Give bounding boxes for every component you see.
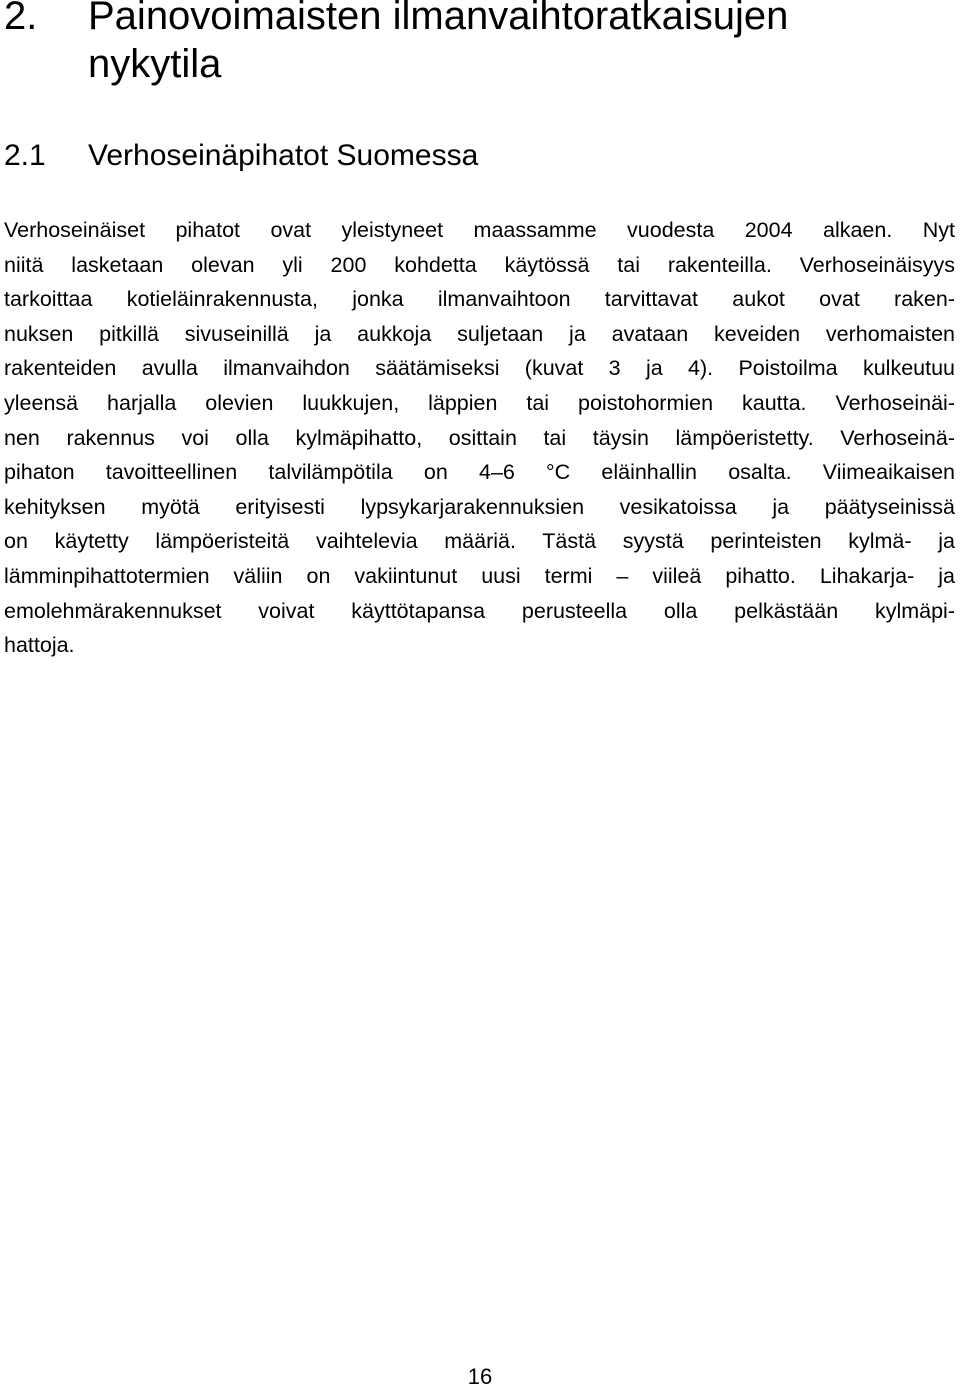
page-number: 16 <box>467 1364 493 1389</box>
paragraph-line: nuksen pitkillä sivuseinillä ja aukkoja suljetaan ja avataan keveiden verhomaisten <box>4 321 955 346</box>
paragraph-line: tarkoittaa kotieläinrakennusta, jonka ilmanvaihtoon tarvittavat aukot ovat raken- <box>4 287 955 312</box>
chapter-title-line-1: Painovoimaisten ilmanvaihtoratkaisujen <box>88 0 789 38</box>
paragraph-line: nen rakennus voi olla kylmäpihatto, osittain tai täysin lämpöeristetty. Verhoseinä- <box>4 425 955 450</box>
paragraph-line: niitä lasketaan olevan yli 200 kohdetta käytössä tai rakenteilla. Verhoseinäisyys <box>4 252 955 277</box>
paragraph-line: Verhoseinäiset pihatot ovat yleistyneet maassamme vuodesta 2004 alkaen. Nyt <box>4 218 955 242</box>
section-title: Verhoseinäpihatot Suomessa <box>88 139 479 172</box>
paragraph-line: hattoja. <box>4 633 75 658</box>
paragraph-line: on käytetty lämpöeristeitä vaihtelevia määriä. Tästä syystä perinteisten kylmä- ja <box>4 529 955 554</box>
paragraph-line: kehityksen myötä erityisesti lypsykarjarakennuksien vesikatoissa ja päätyseinissä <box>4 494 955 519</box>
paragraph-line: emolehmärakennukset voivat käyttötapansa perusteella olla pelkästään kylmäpi- <box>4 598 955 623</box>
chapter-title-line-2: nykytila <box>88 42 222 86</box>
paragraph-line: yleensä harjalla olevien luukkujen, läppien tai poistohormien kautta. Verhoseinäi- <box>4 390 955 415</box>
paragraph-line: lämminpihattotermien väliin on vakiintunut uusi termi – viileä pihatto. Lihakarja- ja <box>4 563 955 588</box>
section-number: 2.1 <box>4 139 46 172</box>
paragraph-line: rakenteiden avulla ilmanvaihdon säätämiseksi (kuvat 3 ja 4). Poistoilma kulkeutuu <box>4 356 955 381</box>
chapter-title <box>88 0 944 88</box>
body-paragraph <box>4 213 955 663</box>
chapter-heading <box>4 0 944 88</box>
section-heading <box>4 137 944 175</box>
chapter-number: 2. <box>4 0 38 38</box>
paragraph-line: pihaton tavoitteellinen talvilämpötila on 4–6 °C eläinhallin osalta. Viimeaikaisen <box>4 460 955 485</box>
